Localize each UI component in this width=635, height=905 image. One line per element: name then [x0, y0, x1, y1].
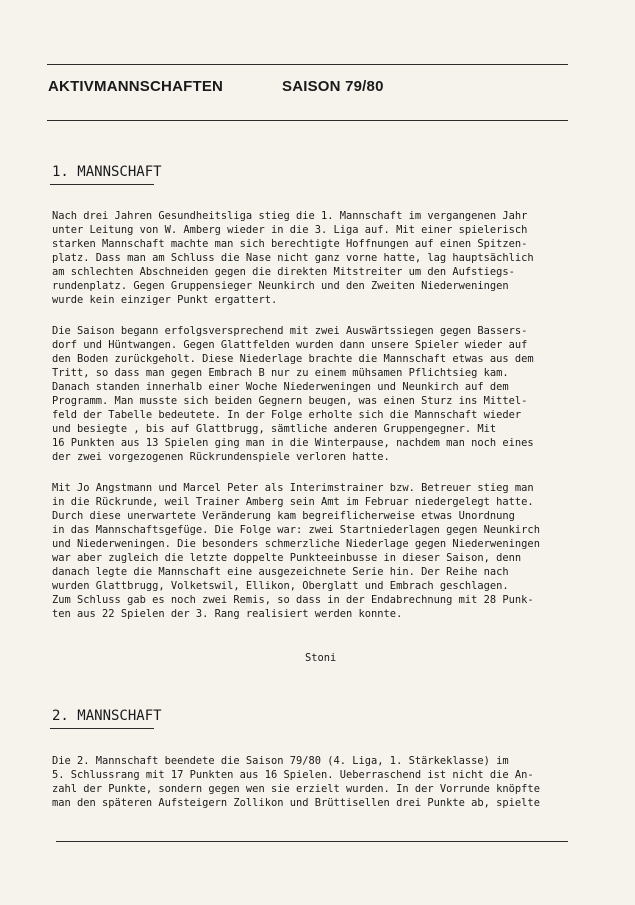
header-season: SAISON 79/80: [282, 78, 384, 95]
text-line: und besiegte , bis auf Glattbrugg, sämtliche anderen Gruppengegner. Mit: [52, 423, 497, 435]
text-line: Durch diese unerwartete Veränderung kam begreiflicherweise etwas Unordnung: [52, 510, 515, 522]
text-line: 5. Schlussrang mit 17 Punkten aus 16 Spielen. Ueberraschend ist nicht die An-: [52, 769, 534, 781]
text-line: und Niederweningen. Die besonders schmerzliche Niederlage gegen Niederweningen: [52, 538, 540, 550]
text-line: war aber zugleich die letzte doppelte Punkteeinbusse in dieser Saison, denn: [52, 552, 522, 564]
text-line: dorf und Hüntwangen. Gegen Glattfelden wurden dann unsere Spieler wieder auf: [52, 339, 528, 351]
text-line: Mit Jo Angstmann und Marcel Peter als Interimstrainer bzw. Betreuer stieg man: [52, 482, 534, 494]
text-line: in das Mannschaftsgefüge. Die Folge war: zwei Startniederlagen gegen Neunkirch: [52, 524, 540, 536]
header-bottom-rule: [47, 120, 568, 121]
text-line: rundenplatz. Gegen Gruppensieger Neunkirch und den Zweiten Niederweningen: [52, 280, 509, 292]
text-line: Zum Schluss gab es noch zwei Remis, so dass in der Endabrechnung mit 28 Punk-: [52, 594, 534, 606]
text-line: wurden Glattbrugg, Volketswil, Ellikon, Oberglatt und Embrach geschlagen.: [52, 580, 509, 592]
section2-title: [52, 708, 162, 724]
section1-title-text: 1. MANNSCHAFT: [52, 164, 162, 180]
section1-paragraph-2: [52, 324, 572, 464]
text-line: 16 Punkten aus 13 Spielen ging man in die Winterpause, nachdem man noch eines: [52, 437, 534, 449]
header-title: AKTIVMANNSCHAFTEN: [48, 78, 224, 95]
text-line: ten aus 22 Spielen der 3. Rang realisiert werden konnte.: [52, 608, 403, 620]
text-line: danach legte die Mannschaft eine ausgezeichnete Serie hin. Der Reihe nach: [52, 566, 509, 578]
bottom-rule: [56, 841, 568, 842]
section1-title-underline: [50, 184, 154, 185]
text-line: platz. Dass man am Schluss die Nase nicht ganz vorne hatte, lag hauptsächlich: [52, 252, 534, 264]
text-line: Die 2. Mannschaft beendete die Saison 79/80 (4. Liga, 1. Stärkeklasse) im: [52, 755, 509, 767]
section1-title: [52, 164, 162, 180]
section2-title-underline: [50, 728, 154, 729]
section2-title-text: 2. MANNSCHAFT: [52, 708, 162, 724]
text-line: feld der Tabelle bedeutete. In der Folge erholte sich die Mannschaft wieder: [52, 409, 522, 421]
text-line: Programm. Man musste sich beiden Gegnern beugen, was einen Sturz ins Mittel-: [52, 395, 528, 407]
text-line: den Boden zurückgeholt. Diese Niederlage brachte die Mannschaft etwas aus dem: [52, 353, 534, 365]
signature: Stoni: [305, 652, 337, 664]
section1-paragraph-1: [52, 209, 572, 307]
text-line: unter Leitung von W. Amberg wieder in die 3. Liga auf. Mit einer spielerisch: [52, 224, 528, 236]
text-line: Danach standen innerhalb einer Woche Niederweningen und Neunkirch auf dem: [52, 381, 509, 393]
text-line: zahl der Punkte, sondern gegen wen sie erzielt wurden. In der Vorrunde knöpfte: [52, 783, 540, 795]
text-line: der zwei vorgezogenen Rückrundenspiele verloren hatte.: [52, 451, 390, 463]
text-line: Tritt, so dass man gegen Embrach B nur zu einem mühsamen Pflichtsieg kam.: [52, 367, 509, 379]
text-line: Die Saison begann erfolgsversprechend mit zwei Auswärtssiegen gegen Bassers-: [52, 325, 528, 337]
text-line: am schlechten Abschneiden gegen die direkten Mitstreiter um den Aufstiegs-: [52, 266, 515, 278]
text-line: man den späteren Aufsteigern Zollikon und Brüttisellen drei Punkte ab, spielte: [52, 797, 540, 809]
top-rule: [47, 64, 568, 65]
text-line: wurde kein einziger Punkt ergattert.: [52, 294, 278, 306]
page-header: [48, 78, 384, 95]
text-line: Nach drei Jahren Gesundheitsliga stieg die 1. Mannschaft im vergangenen Jahr: [52, 210, 528, 222]
section1-paragraph-3: [52, 481, 572, 621]
text-line: in die Rückrunde, weil Trainer Amberg sein Amt im Februar niedergelegt hatte.: [52, 496, 534, 508]
text-line: starken Mannschaft machte man sich berechtigte Hoffnungen auf einen Spitzen-: [52, 238, 528, 250]
section2-paragraph-1: [52, 754, 572, 810]
